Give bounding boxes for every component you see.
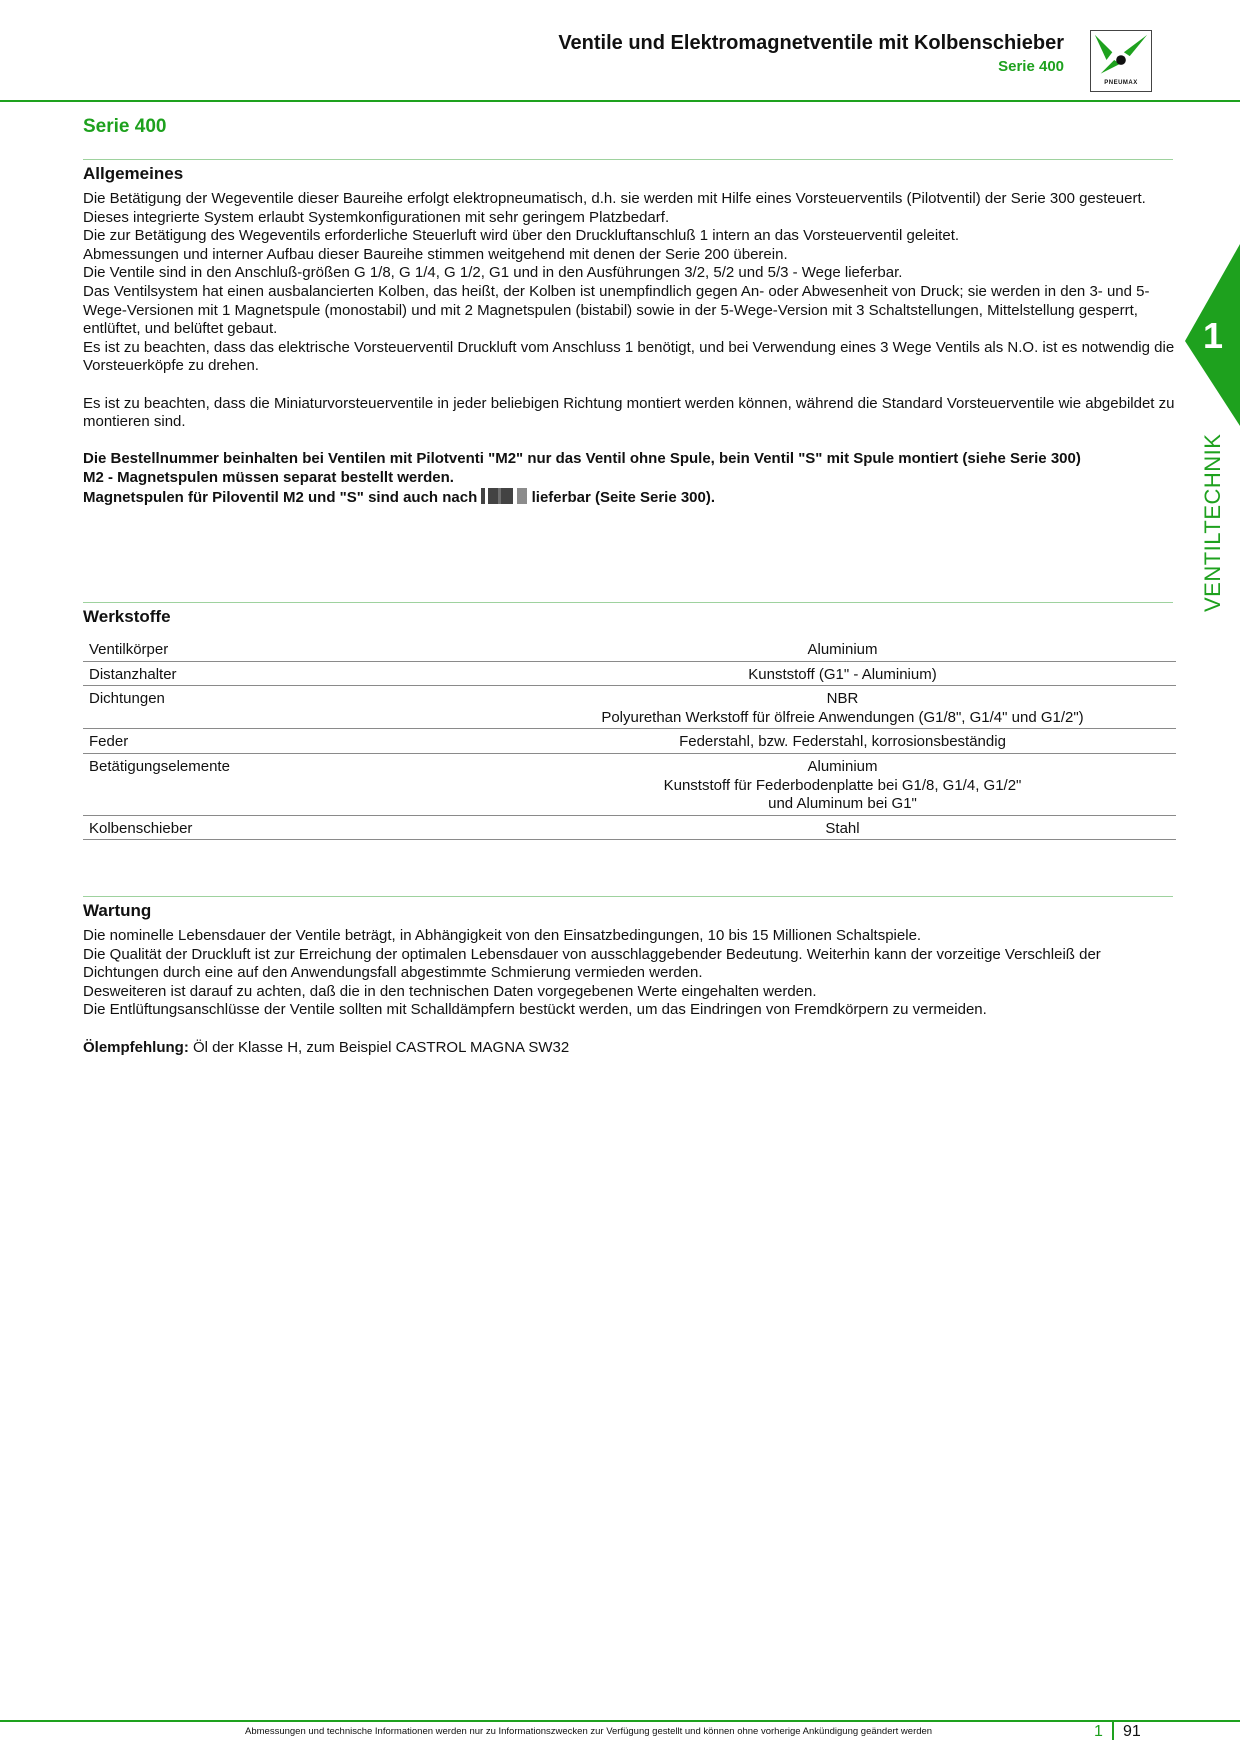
material-component: Kolbenschieber <box>89 819 193 837</box>
paragraph: Die Entlüftungsanschlüsse der Ventile sollten mit Schalldämpfern bestückt werden, um das Eindringen von Fremdkörpern zu vermeiden. <box>83 1001 987 1019</box>
footer-chapter-number: 1 <box>1094 1723 1103 1740</box>
paragraph: Die Betätigung der Wegeventile dieser Baureihe erfolgt elektropneumatisch, d.h. sie werden mit Hilfe eines Vorsteuerventils (Pilotventil) der Serie 300 gesteuert. <box>83 190 1146 207</box>
header-divider <box>0 100 1240 102</box>
paragraph: Die Ventile sind in den Anschluß-größen G 1/8, G 1/4, G 1/2, G1 und in den Ausführungen 3/2, 5/2 und 5/3 - Wege lieferbar. <box>83 264 903 282</box>
ordering-note-1: Die Bestellnummer beinhalten bei Ventilen mit Pilotventi "M2" nur das Ventil ohne Spule, bein Ventil "S" mit Spule montiert (siehe Serie 300) <box>83 450 1081 468</box>
table-row <box>83 816 1176 841</box>
section-heading-allgemeines: Allgemeines <box>83 164 184 183</box>
allgemeines-body <box>83 190 1178 507</box>
paragraph: Die Qualität der Druckluft ist zur Erreichung der optimalen Lebensdauer von ausschlaggebender Bedeutung. Weiterhin kann der vorzeitige Verschleiß der Dichtungen durch eine auf den Anwendungsfall abgestimmte Schmierung vermieden werden. <box>83 945 1101 982</box>
footer-disclaimer: Abmessungen und technische Informationen werden nur zu Informationszwecken zur Verfügung gestellt und können ohne vorherige Ankündigung geändert werden <box>245 1726 933 1737</box>
paragraph: Die zur Betätigung des Wegeventils erforderliche Steuerluft wird über den Druckluftanschluß 1 intern an das Vorsteuerventil geleitet. <box>83 227 960 245</box>
oil-recommendation <box>83 1039 1178 1058</box>
certification-mark-icon <box>481 488 527 504</box>
paragraph: Die nominelle Lebensdauer der Ventile beträgt, in Abhängigkeit von den Einsatzbedingungen, 10 bis 15 Millionen Schaltspiele. <box>83 927 922 944</box>
paragraph: Das Ventilsystem hat einen ausbalancierten Kolben, das heißt, der Kolben ist unempfindlich gegen An- oder Abwesenheit von Druck; sie werden in den 3- und 5-Wege-Versionen mit 1 Magnetspule (monostabil) und mit 2 Magnetspulen (bistabil) sowie in der 5-Wege-Version mit 3 Schaltstellungen, Mittelstellung gesperrt, entlüftet, und belüftet gebaut. <box>83 282 1150 338</box>
material-value-line: Kunststoff (G1" - Aluminium) <box>748 665 937 683</box>
paragraph: Es ist zu beachten, dass das elektrische Vorsteuerventil Druckluft vom Anschluss 1 benötigt, und bei Verwendung eines 3 Wege Ventils als N.O. ist es notwendig die Vorsteuerköpfe zu drehen. <box>83 338 1175 375</box>
material-value-line: Federstahl, bzw. Federstahl, korrosionsbeständig <box>679 733 1006 751</box>
material-value-line: Polyurethan Werkstoff für ölfreie Anwendungen (G1/8", G1/4" und G1/2") <box>601 708 1084 726</box>
footer-separator <box>1112 1722 1114 1740</box>
document-title: Ventile und Elektromagnetventile mit Kolbenschieber <box>558 32 1064 54</box>
material-value-line: Aluminium <box>807 757 878 775</box>
ordering-notes <box>83 450 1178 507</box>
material-component: Dichtungen <box>89 690 165 708</box>
material-component: Feder <box>89 733 129 751</box>
material-value-line: Aluminium <box>807 641 878 658</box>
section-divider <box>83 159 1173 160</box>
mounting-note: Es ist zu beachten, dass die Miniaturvorsteuerventile in jeder beliebigen Richtung montiert werden können, während die Standard Vorsteuerventile wie abgebildet zu montieren sind. <box>83 394 1175 431</box>
materials-table <box>83 637 1176 840</box>
material-value <box>509 641 1176 660</box>
page-title: Serie 400 <box>83 116 167 137</box>
material-value <box>509 733 1176 752</box>
chapter-label: VENTILTECHNIK <box>1200 433 1225 612</box>
table-row <box>83 686 1176 729</box>
ordering-note-2: M2 - Magnetspulen müssen separat bestellt werden. <box>83 468 454 486</box>
section-divider <box>83 896 1173 897</box>
section-heading-werkstoffe: Werkstoffe <box>83 607 171 626</box>
ordering-note-3-end: lieferbar (Seite Serie 300). <box>527 488 716 506</box>
logo-wordmark: PNEUMAX <box>1104 80 1138 86</box>
material-component: Betätigungselemente <box>89 757 230 775</box>
material-value-line: und Aluminum bei G1" <box>768 795 917 813</box>
chapter-number: 1 <box>1202 315 1224 356</box>
document-subtitle: Serie 400 <box>998 58 1064 75</box>
material-value <box>509 690 1176 727</box>
material-value <box>509 666 1176 685</box>
table-row <box>83 754 1176 816</box>
oil-recommendation-label: Ölempfehlung: <box>83 1038 189 1056</box>
material-value <box>509 820 1176 839</box>
table-row <box>83 729 1176 754</box>
section-heading-wartung: Wartung <box>83 901 152 920</box>
ordering-note-3 <box>83 488 1178 508</box>
paragraph: Desweiteren ist darauf zu achten, daß die in den technischen Daten vorgegebenen Werte eingehalten werden. <box>83 982 817 1000</box>
oil-recommendation-text: Öl der Klasse H, zum Beispiel CASTROL MAGNA SW32 <box>188 1038 570 1056</box>
material-value <box>509 758 1176 814</box>
table-row <box>83 662 1176 687</box>
material-value-line: NBR <box>826 690 859 708</box>
material-component: Distanzhalter <box>89 665 177 683</box>
footer-divider <box>0 1720 1240 1722</box>
material-component: Ventilkörper <box>89 641 169 658</box>
ordering-note-3-start: Magnetspulen für Piloventil M2 und "S" sind auch nach <box>83 488 478 506</box>
table-row <box>83 637 1176 662</box>
wartung-body <box>83 927 1178 1057</box>
material-value-line: Kunststoff für Federbodenplatte bei G1/8, G1/4, G1/2" <box>663 776 1022 794</box>
paragraph: Abmessungen und interner Aufbau dieser Baureihe stimmen weitgehend mit denen der Serie 200 überein. <box>83 245 788 263</box>
page-number: 91 <box>1123 1723 1141 1740</box>
paragraph: Dieses integrierte System erlaubt Systemkonfigurationen mit sehr geringem Platzbedarf. <box>83 208 670 226</box>
material-value-line: Stahl <box>825 819 860 837</box>
section-divider <box>83 602 1173 603</box>
